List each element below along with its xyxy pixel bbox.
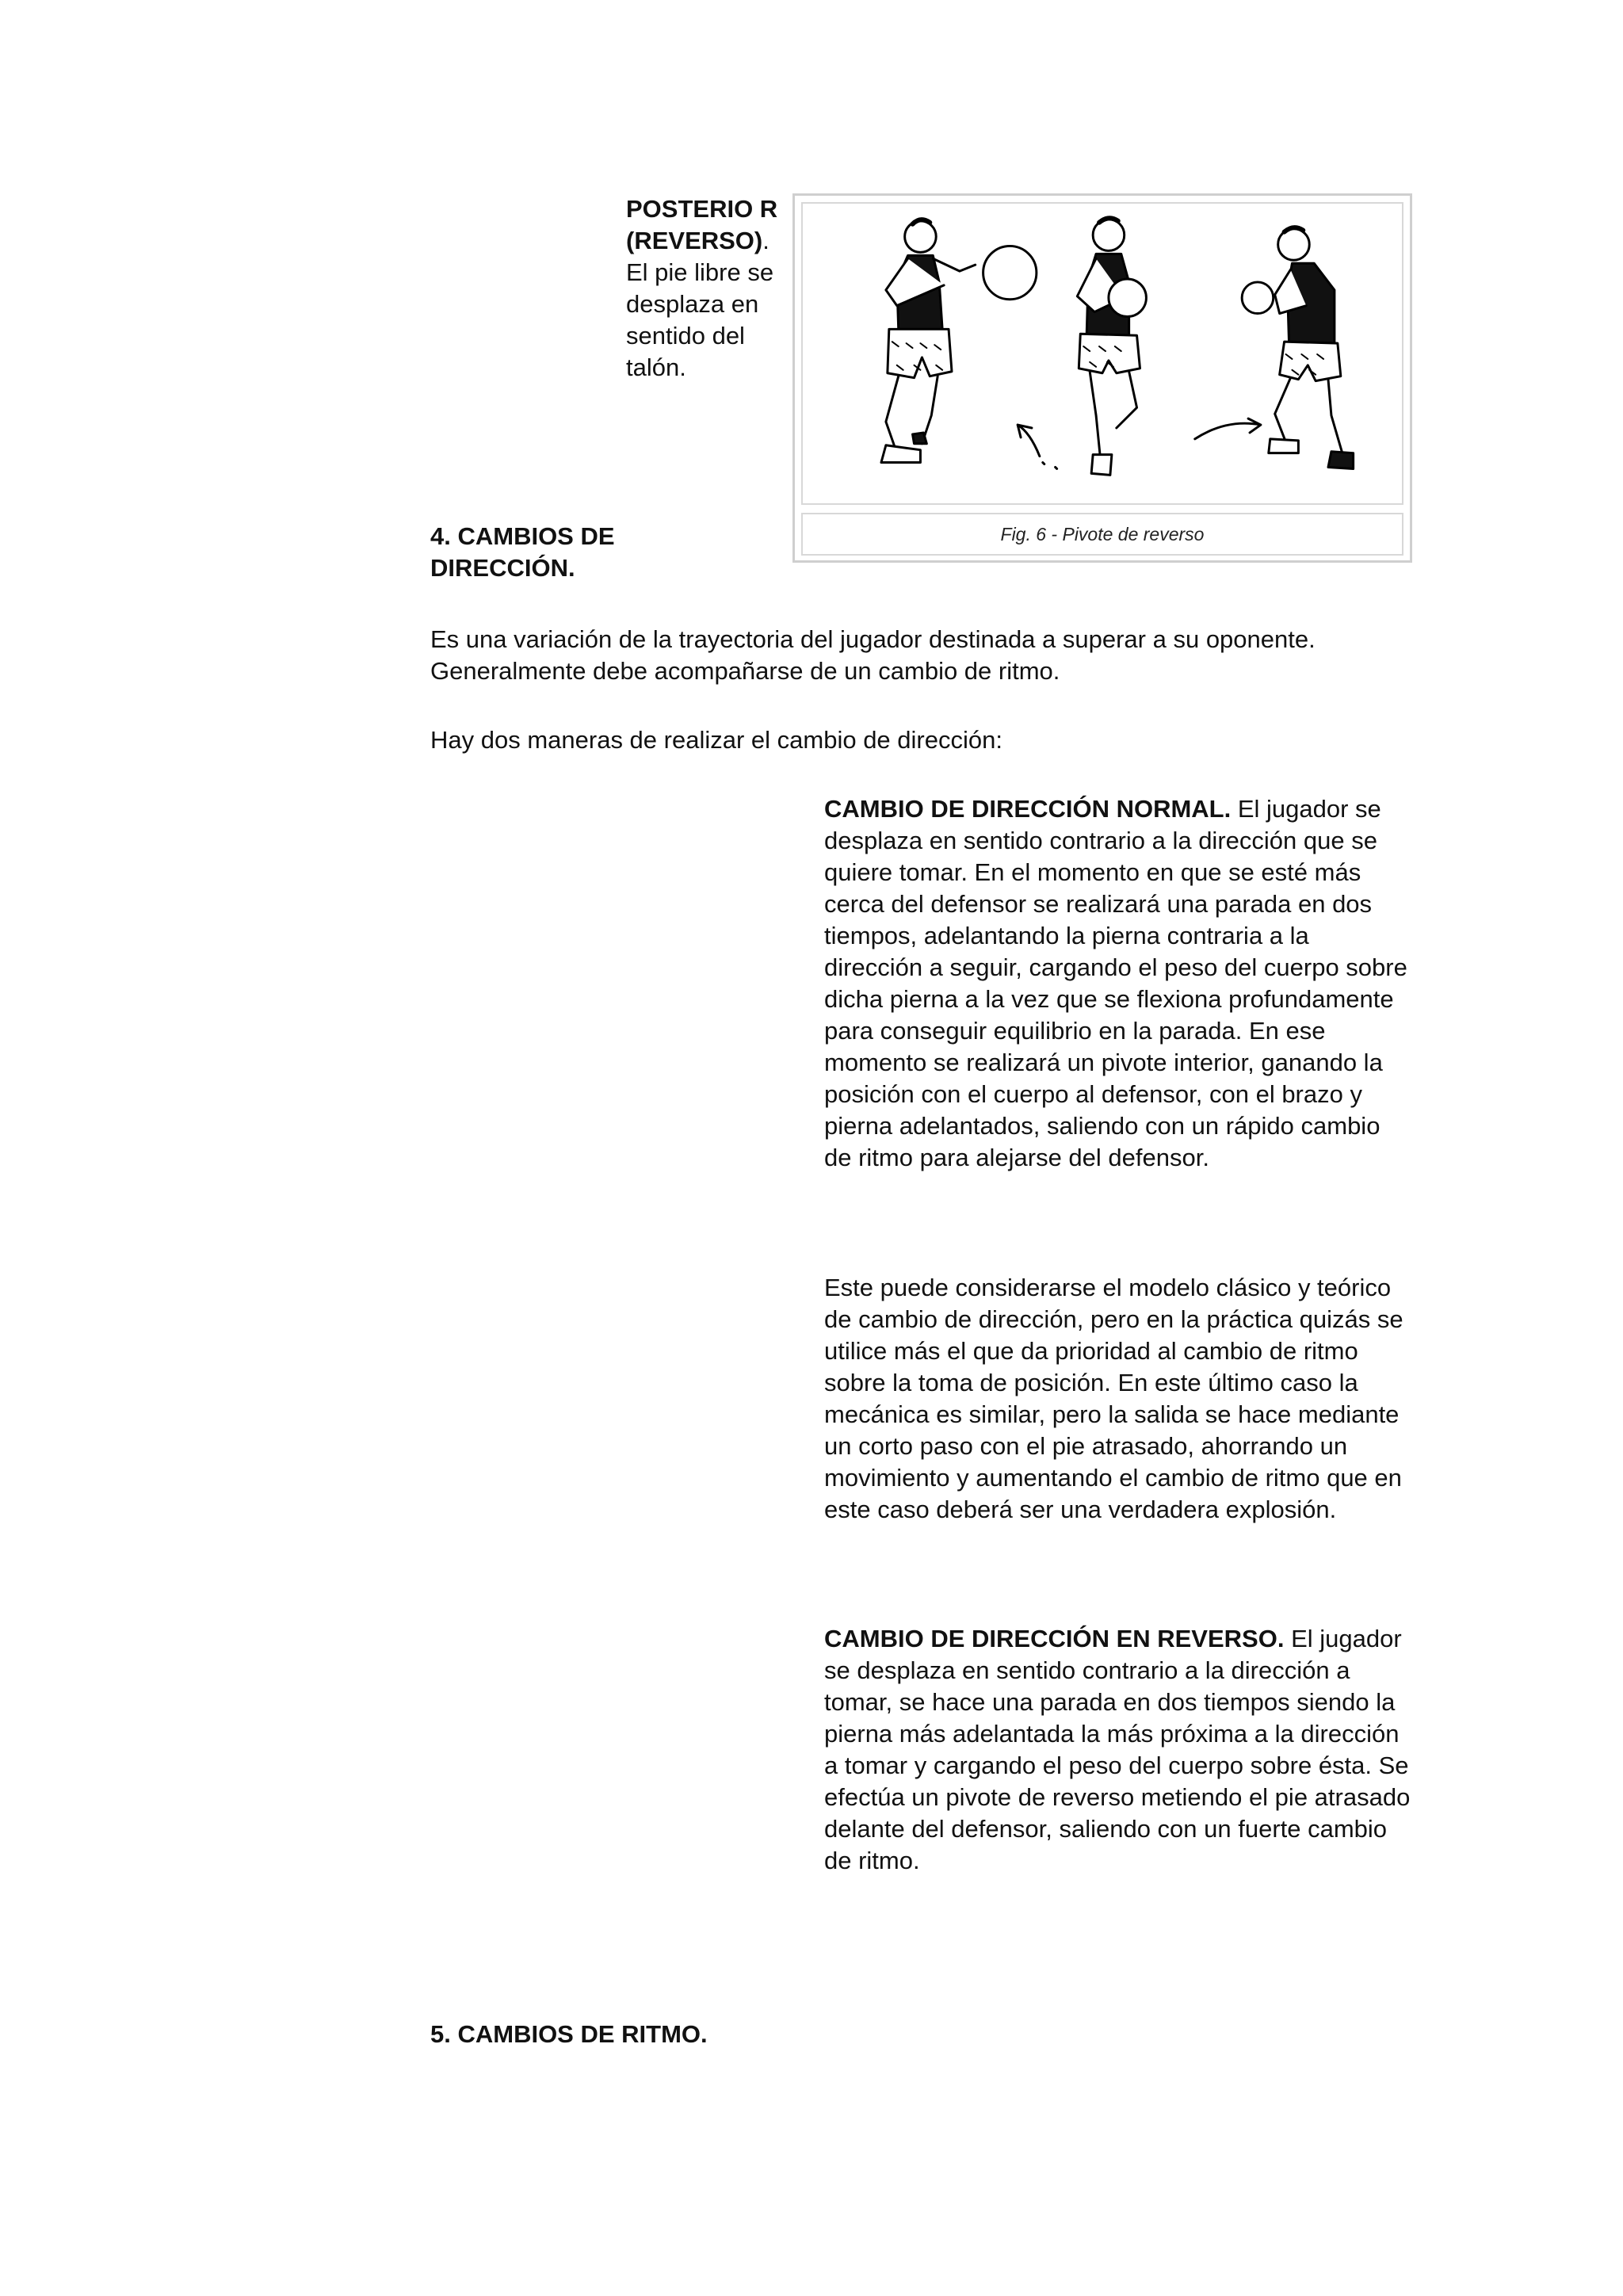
section-4-heading: 4. CAMBIOS DE DIRECCIÓN. [430,522,615,582]
reverso-description [626,193,785,384]
section-4-paragraph-2: Hay dos maneras de realizar el cambio de dirección: [430,726,1002,754]
basketball-players-illustration-icon [801,202,1403,505]
section-4-paragraph-1: Es una variación de la trayectoria del jugador destinada a superar a su oponente. Generalmente debe acompañarse de un cambio de ritmo. [430,625,1316,685]
normal-change-title: CAMBIO DE DIRECCIÓN NORMAL. [824,795,1232,823]
classic-model-paragraph: Este puede considerarse el modelo clásico y teórico de cambio de dirección, pero en la práctica quizás se utilice más el que da prioridad al cambio de ritmo sobre la toma de posición. En este último caso la mecánica es similar, pero la salida se hace mediante un corto paso con el pie atrasado, ahorrando un movimiento y aumentando el cambio de ritmo que en este caso deberá ser una verdadera explosión. [824,1274,1403,1523]
reverse-change-text: El jugador se desplaza en sentido contrario a la dirección a tomar, se hace una parada en dos tiempos siendo la pierna más adelantada la más próxima a la dirección a tomar y cargando el peso del cuerpo sobre ésta. Se efectúa un pivote de reverso metiendo el pie atrasado delante del defensor, saliendo con un fuerte cambio de ritmo. [824,1625,1411,1874]
figure-caption: Fig. 6 - Pivote de reverso [801,513,1403,556]
normal-change-paragraph [824,793,1411,1174]
player-2-figure [1077,218,1146,475]
player-1-figure [881,220,1037,462]
figure-pivote-reverso [792,193,1412,563]
reverso-text: . El pie libre se desplaza en sentido del talón. [626,227,774,381]
section-5-heading: 5. CAMBIOS DE RITMO. [430,2020,708,2048]
reverso-title: POSTERIO R (REVERSO) [626,195,778,254]
arrow-2 [1195,418,1261,439]
arrow-1 [1018,425,1056,468]
normal-change-text: El jugador se desplaza en sentido contrario a la dirección que se quiere tomar. En el momento en que se esté más cerca del defensor se realizará una parada en dos tiempos, adelantando la pierna contraria a la dirección a seguir, cargando el peso del cuerpo sobre dicha pierna a la vez que se flexiona profundamente para conseguir equilibrio en la parada. En ese momento se realizará un pivote interior, ganando la posición con el cuerpo al defensor, con el brazo y pierna adelantados, saliendo con un rápido cambio de ritmo para alejarse del defensor. [824,795,1407,1171]
player-3-figure [1242,227,1354,468]
reverse-change-title: CAMBIO DE DIRECCIÓN EN REVERSO. [824,1625,1285,1652]
reverse-change-paragraph [824,1623,1411,1877]
